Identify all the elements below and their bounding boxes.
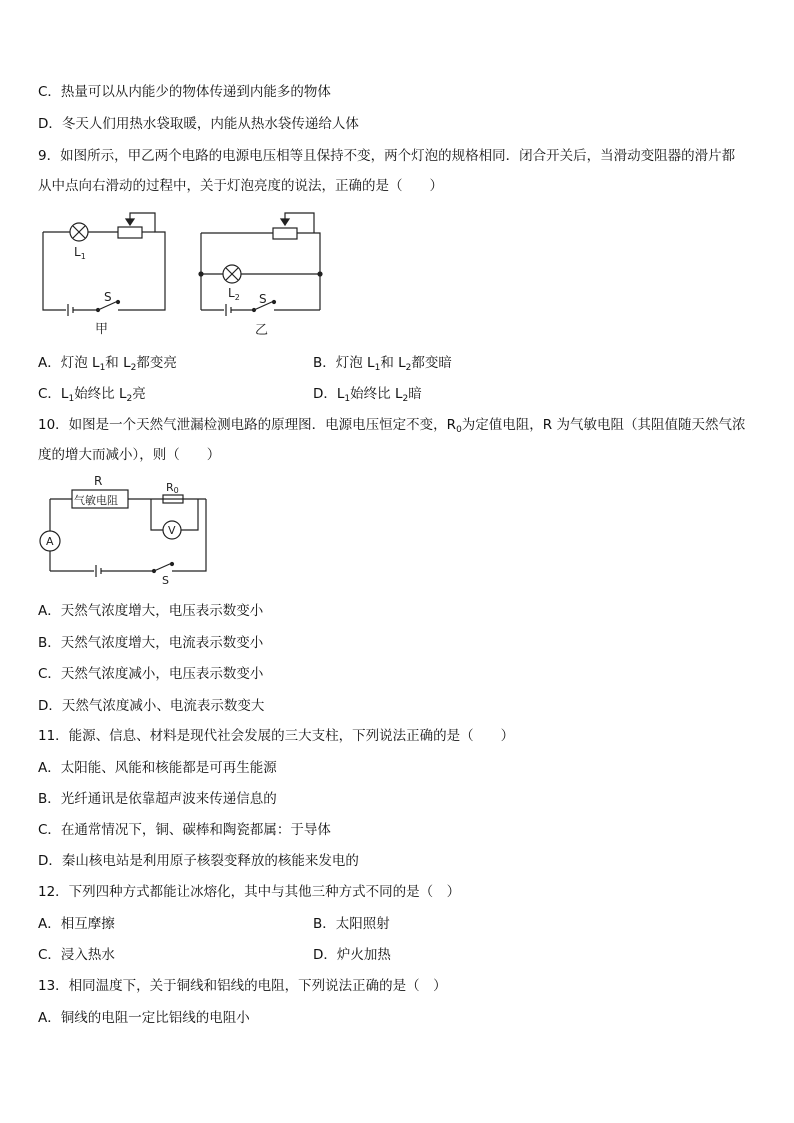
q10-stem-line2: 度的增大而减小），则（ ） [38,447,221,463]
q9-option-d: D．$L_1$始终比 $L_2$暗 [313,386,422,404]
label-ammeter: A [46,535,54,548]
label-gas-sensitive-resistor: 气敏电阻 [74,494,118,507]
circuit-jia-figure [38,208,170,338]
label-switch-s: S [162,574,169,585]
label-l1: $L_1$ [74,245,86,261]
q9-stem-line2: 从中点向右滑动的过程中，关于灯泡亮度的说法，正确的是（ ） [38,178,443,194]
q12-option-a: A．相互摩擦 [38,916,115,932]
q10-option-d: D．天然气浓度减小、电流表示数变大 [38,698,265,714]
q11-stem: 11．能源、信息、材料是现代社会发展的三大支柱，下列说法正确的是（ ） [38,728,515,744]
q10-option-a: A．天然气浓度增大，电压表示数变小 [38,603,264,619]
label-switch-s: S [259,292,267,306]
label-r0: R0 [166,481,179,495]
q12-option-b: B．太阳照射 [313,916,390,932]
q10-option-b: B．天然气浓度增大，电流表示数变小 [38,635,264,651]
q11-option-b: B．光纤通讯是依靠超声波来传递信息的 [38,791,277,807]
label-l2: $L_2$ [228,286,240,302]
label-jia: 甲 [95,322,109,337]
label-switch-s: S [104,290,112,304]
q11-option-c: C．在通常情况下，铜、碳棒和陶瓷都属：于导体 [38,822,331,838]
label-yi: 乙 [255,323,269,338]
q13-option-a: A．铜线的电阻一定比铝线的电阻小 [38,1010,250,1026]
q12-option-d: D．炉火加热 [313,947,391,963]
q11-option-d: D．秦山核电站是利用原子核裂变释放的核能来发电的 [38,853,359,869]
label-r: R [94,474,103,488]
q12-option-c: C．浸入热水 [38,947,115,963]
label-voltmeter: V [168,524,176,537]
q8-option-d: D．冬天人们用热水袋取暖，内能从热水袋传递给人体 [38,116,359,132]
q8-option-c: C．热量可以从内能少的物体传递到内能多的物体 [38,84,331,100]
q9-stem-line1: 9．如图所示，甲乙两个电路的电源电压相等且保持不变，两个灯泡的规格相同．闭合开关后，当滑动变阻器的滑片都 [38,148,736,164]
q9-option-c: C．$L_1$始终比 $L_2$亮 [38,386,146,404]
q9-option-a: A．灯泡 $L_1$和 $L_2$都变亮 [38,355,177,373]
circuit-yi-figure [196,208,328,338]
circuit-q10-figure [36,473,211,585]
q9-option-b: B．灯泡 $L_1$和 $L_2$都变暗 [313,355,452,373]
q13-stem: 13．相同温度下，关于铜线和铝线的电阻，下列说法正确的是（ ） [38,978,447,994]
q12-stem: 12．下列四种方式都能让冰熔化，其中与其他三种方式不同的是（ ） [38,884,461,900]
q11-option-a: A．太阳能、风能和核能都是可再生能源 [38,760,277,776]
q10-stem-line1: 10．如图是一个天然气泄漏检测电路的原理图．电源电压恒定不变，$R_0$为定值电阻，R 为气敏电阻（其阻值随天然气浓 [38,417,746,435]
q10-option-c: C．天然气浓度减小，电压表示数变小 [38,666,264,682]
